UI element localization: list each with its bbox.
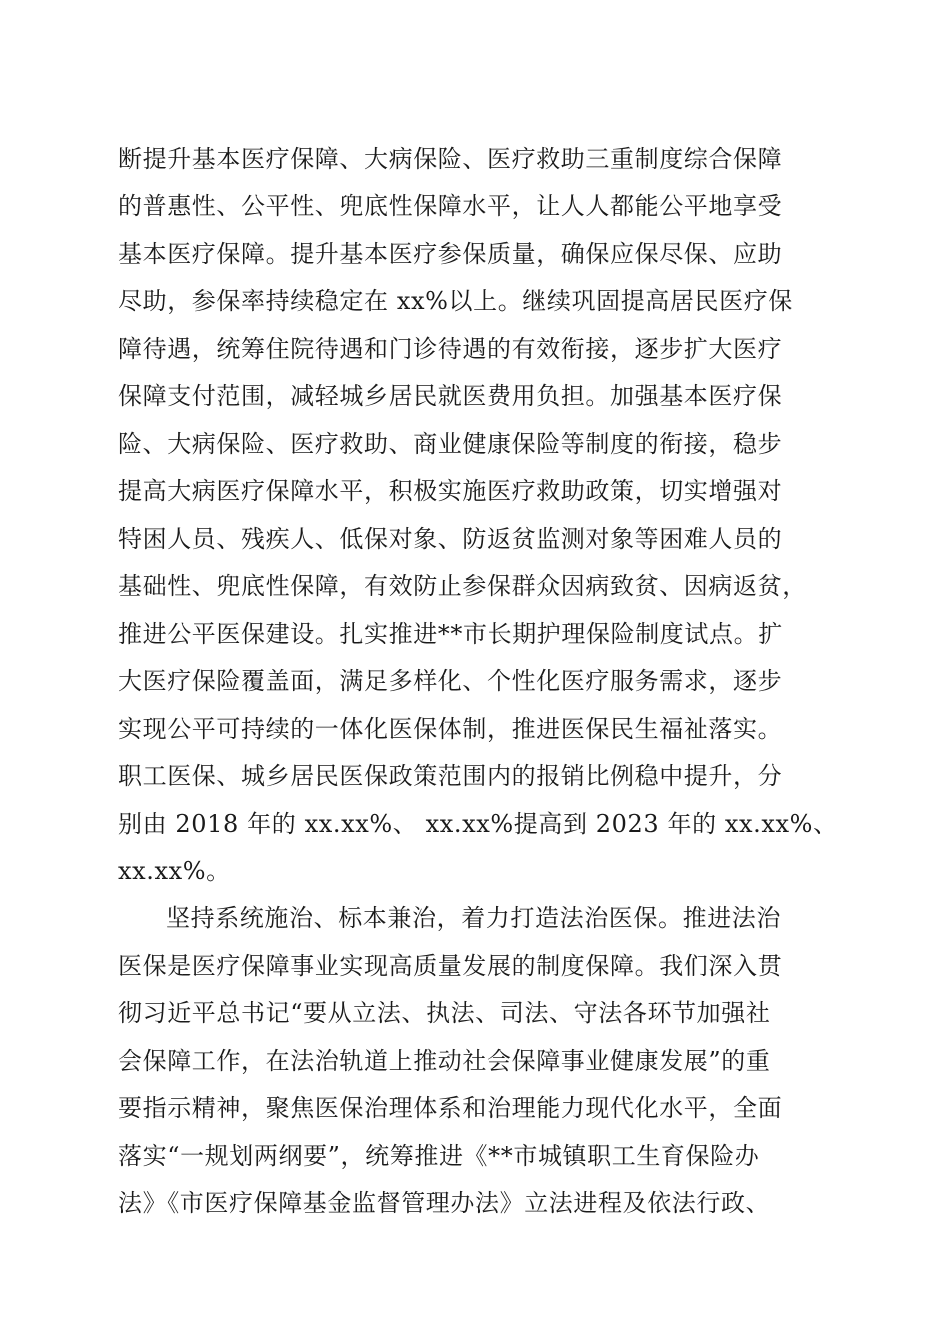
text-line: 推进公平医保建设。扎实推进**市长期护理保险制度试点。扩 — [118, 620, 783, 648]
text-line: xx.xx%。 — [118, 857, 231, 885]
text-line: 基础性、兜底性保障，有效防止参保群众因病致贫、因病返贫， — [118, 572, 807, 600]
text-line: 保障支付范围，减轻城乡居民就医费用负担。加强基本医疗保 — [118, 382, 783, 410]
text-line: 障待遇，统筹住院待遇和门诊待遇的有效衔接，逐步扩大医疗 — [118, 335, 783, 363]
text-line: 彻习近平总书记“要从立法、执法、司法、守法各环节加强社 — [118, 999, 771, 1027]
text-line: 会保障工作，在法治轨道上推动社会保障事业健康发展”的重 — [118, 1047, 771, 1075]
text-line: 尽助，参保率持续稳定在 xx%以上。继续巩固提高居民医疗保 — [118, 287, 793, 315]
text-line: 险、大病保险、医疗救助、商业健康保险等制度的衔接，稳步 — [118, 430, 783, 458]
text-line: 基本医疗保障。提升基本医疗参保质量，确保应保尽保、应助 — [118, 240, 783, 268]
text-line: 职工医保、城乡居民医保政策范围内的报销比例稳中提升，分 — [118, 762, 783, 790]
paragraph-first-line: 坚持系统施治、标本兼治，着力打造法治医保。推进法治 — [166, 904, 781, 932]
text-line: 的普惠性、公平性、兜底性保障水平，让人人都能公平地享受 — [118, 192, 783, 220]
text-line: 提高大病医疗保障水平，积极实施医疗救助政策，切实增强对 — [118, 477, 783, 505]
text-line: 别由 2018 年的 xx.xx%、 xx.xx%提高到 2023 年的 xx.xx%、 — [118, 810, 838, 838]
text-line: 大医疗保险覆盖面，满足多样化、个性化医疗服务需求，逐步 — [118, 667, 783, 695]
text-line: 法》《市医疗保障基金监督管理办法》立法进程及依法行政、 — [118, 1189, 771, 1217]
text-line: 实现公平可持续的一体化医保体制，推进医保民生福祉落实。 — [118, 715, 783, 743]
text-line: 断提升基本医疗保障、大病保险、医疗救助三重制度综合保障 — [118, 145, 783, 173]
text-line: 医保是医疗保障事业实现高质量发展的制度保障。我们深入贯 — [118, 952, 783, 980]
text-line: 落实“一规划两纲要”，统筹推进《**市城镇职工生育保险办 — [118, 1142, 760, 1170]
text-line: 要指示精神，聚焦医保治理体系和治理能力现代化水平，全面 — [118, 1094, 783, 1122]
text-line: 特困人员、残疾人、低保对象、防返贫监测对象等困难人员的 — [118, 525, 783, 553]
